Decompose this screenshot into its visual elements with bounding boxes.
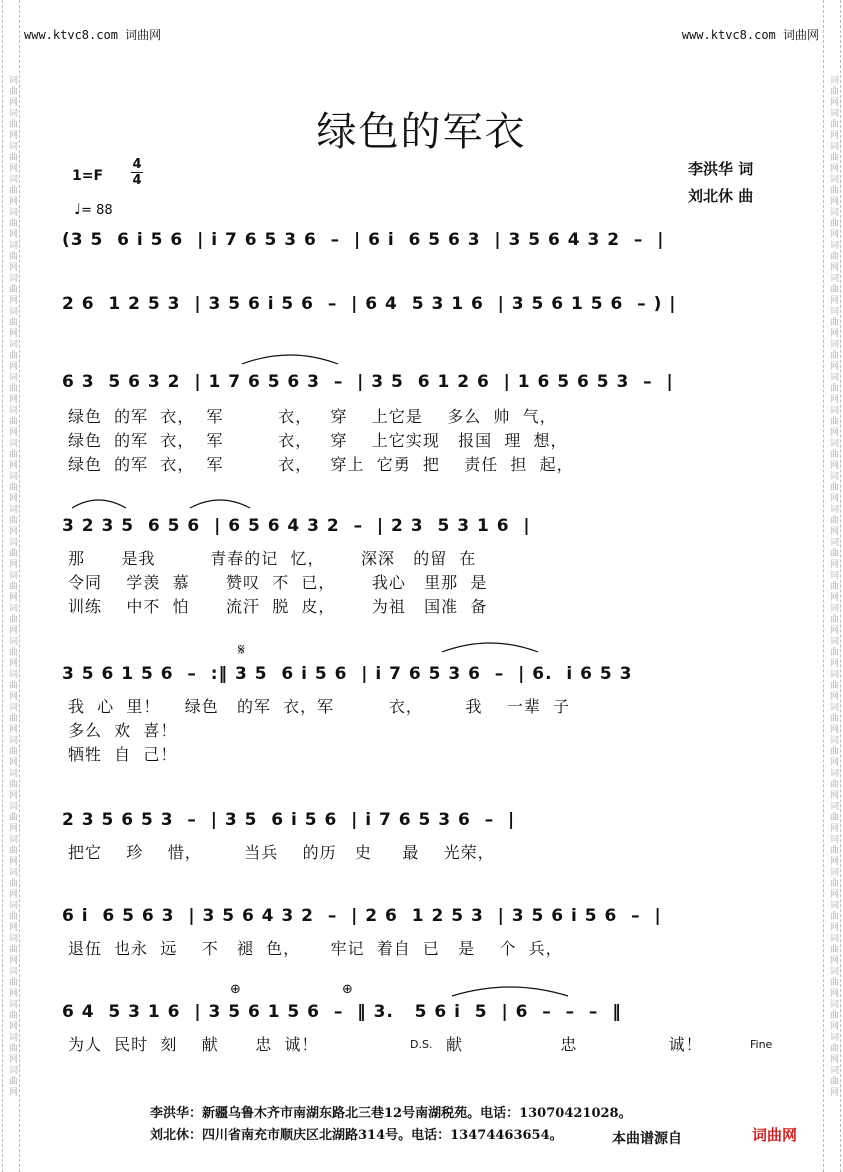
lyricist-credit: 李洪华 词 [688, 160, 754, 178]
segno-icon: 𝄋 [238, 640, 245, 659]
slur-mark [440, 640, 540, 654]
lyric-line-13: 献 忠 诚！ [446, 1035, 703, 1054]
tempo-value: = 88 [81, 203, 113, 218]
lyric-line-4: 那 是我 青春的记 忆， 深深 的留 在 [68, 549, 477, 568]
footer-source-text: 本曲谱源自 [612, 1131, 682, 1147]
header-left-url[interactable]: www.ktvc8.com 词曲网 [24, 28, 162, 42]
fine-marking: Fine [750, 1038, 773, 1051]
lyric-line-8: 多么 欢 喜！ [68, 721, 178, 740]
tempo-marking [74, 200, 113, 218]
footer-contact-lyricist: 李洪华：新疆乌鲁木齐市南湖东路北三巷12号南湖税苑。电话：13070421028。 [150, 1106, 632, 1121]
ds-marking: D.S. [410, 1038, 433, 1051]
left-watermark-strip [2, 0, 20, 1172]
lyric-line-12: 为人 民时 刻 献 忠 诚！ [68, 1035, 319, 1054]
score-line-6: 2 3 5 6 5 3 – | 3 5 6 i 5 6 | i 7 6 5 3 6 – | [62, 810, 516, 830]
right-watermark-strip [823, 0, 841, 1172]
lyric-line-9: 牺牲 自 己！ [68, 745, 178, 764]
score-line-7: 6 i 6 5 6 3 | 3 5 6 4 3 2 – | 2 6 1 2 5 3 | 3 5 6 i 5 6 – | [62, 906, 662, 926]
lyric-line-5: 令同 学羡 慕 赞叹 不 已， 我心 里那 是 [68, 573, 488, 592]
quarter-note-icon: ♩ [74, 200, 82, 218]
lyric-line-11: 退伍 也永 远 不 褪 色， 牢记 着自 已 是 个 兵， [68, 939, 563, 958]
footer-contact-composer: 刘北休：四川省南充市顺庆区北湖路314号。电话：13474463654。 [150, 1128, 563, 1143]
time-signature-top: 4 [132, 157, 142, 172]
lyric-line-1: 绿色 的军 衣， 军 衣， 穿 上它是 多么 帅 气， [68, 407, 557, 426]
composer-credit: 刘北休 曲 [688, 187, 754, 205]
score-line-3: 6 3 5 6 3 2 | 1 7 6 5 6 3 – | 3 5 6 1 2 6 | 1 6 5 6 5 3 – | [62, 372, 674, 392]
slur-mark [450, 984, 570, 998]
song-title: 绿色的军衣 [316, 109, 527, 155]
score-line-4: 3 2 3 5 6 5 6 | 6 5 6 4 3 2 – | 2 3 5 3 1 6 | [62, 516, 531, 536]
coda-icon: ⊕ [230, 982, 241, 997]
left-watermark-text: 词曲网词曲网词曲网词曲网词曲网词曲网词曲网词曲网词曲网词曲网词曲网词曲网词曲网词曲网词曲网词曲网词曲网词曲网词曲网词曲网词曲网词曲网词曲网词曲网词曲网词曲网词曲网词曲网词曲网词曲网词曲网 [7, 74, 17, 1098]
score-line-8: 6 4 5 3 1 6 | 3 5 6 1 5 6 – ‖ 3. 5 6 i 5 | 6 – – – ‖ [62, 1002, 622, 1022]
score-line-1: (3 5 6 i 5 6 | i 7 6 5 3 6 – | 6 i 6 5 6 3 | 3 5 6 4 3 2 – | [62, 230, 665, 250]
time-signature [130, 158, 144, 187]
score-line-2: 2 6 1 2 5 3 | 3 5 6 i 5 6 – | 6 4 5 3 1 6 | 3 5 6 1 5 6 – ) | [62, 294, 677, 314]
coda-icon: ⊕ [342, 982, 353, 997]
lyric-line-7: 我 心 里！ 绿色 的军 衣，军 衣， 我 一辈 子 [68, 697, 571, 716]
slur-mark [70, 496, 270, 510]
lyric-line-2: 绿色 的军 衣， 军 衣， 穿 上它实现 报国 理 想， [68, 431, 568, 450]
key-signature: 1=F [72, 168, 104, 184]
lyric-line-3: 绿色 的军 衣， 军 衣， 穿上 它勇 把 责任 担 起， [68, 455, 574, 474]
site-logo[interactable]: 词曲网 [752, 1126, 798, 1144]
slur-mark [240, 352, 340, 366]
time-signature-bottom: 4 [132, 173, 142, 188]
lyric-line-10: 把它 珍 惜， 当兵 的历 史 最 光荣， [68, 843, 495, 862]
score-line-5: 3 5 6 1 5 6 – :‖ 3 5 6 i 5 6 | i 7 6 5 3 6 – | 6. i 6 5 3 [62, 664, 633, 684]
lyric-line-6: 训练 中不 怕 流汗 脱 皮， 为祖 国准 备 [68, 597, 488, 616]
right-watermark-text: 词曲网词曲网词曲网词曲网词曲网词曲网词曲网词曲网词曲网词曲网词曲网词曲网词曲网词曲网词曲网词曲网词曲网词曲网词曲网词曲网词曲网词曲网词曲网词曲网词曲网词曲网词曲网词曲网词曲网词曲网词曲网 [828, 74, 838, 1098]
header-right-url[interactable]: www.ktvc8.com 词曲网 [681, 28, 819, 42]
